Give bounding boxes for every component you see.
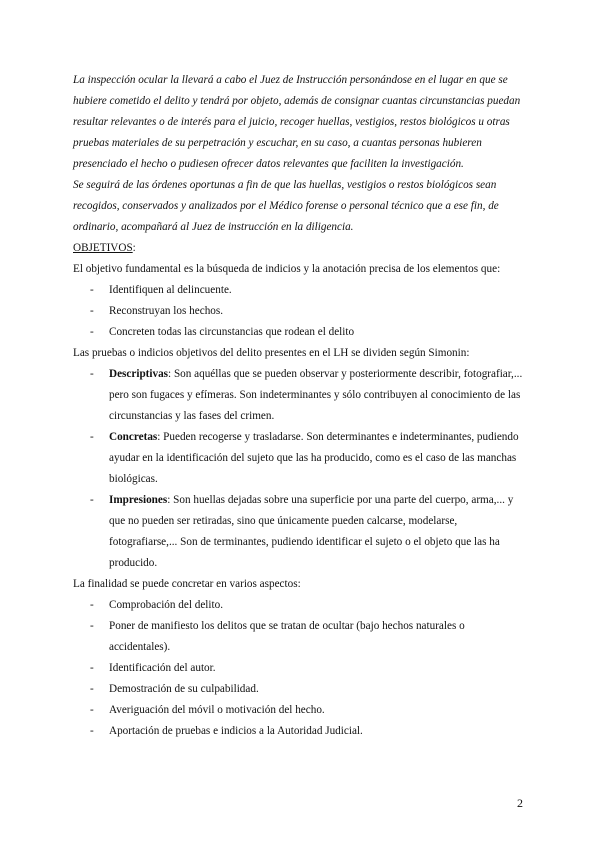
document-body [73, 70, 528, 742]
intro-paragraph-1: La inspección ocular la llevará a cabo el Juez de Instrucción personándose en el lugar en que se hubiere cometido el delito y tendrá por objeto, además de consignar cuantas circunstancias puedan resultar relevantes o de interés para el juicio, recoger huellas, vestigios, restos biológicos u otras pruebas materiales de su perpetración y escuchar, en su caso, a cuantas personas hubieren presenciado el hecho o pudiesen ofrecer datos relevantes que faciliten la investigación. [73, 74, 521, 170]
term-descriptivas: Descriptivas [109, 368, 169, 380]
list-item-text: : Son aquéllas que se pueden observar y posteriormente describir, fotografiar,... pero son fugaces y efímeras. Son indeterminantes y sólo contribuyen al conocimiento de las circunstancias y las fases del crimen. [109, 368, 523, 422]
term-impresiones: Impresiones [109, 494, 168, 506]
list-item-text: Comprobación del delito. [109, 599, 224, 611]
term-concretas: Concretas [109, 431, 158, 443]
list-item [73, 658, 528, 679]
list-item [73, 322, 528, 343]
list-item-text: Identifiquen al delincuente. [109, 284, 232, 296]
list-item [73, 721, 528, 742]
list-item-text: : Pueden recogerse y trasladarse. Son determinantes e indeterminantes, pudiendo ayudar en la identificación del sujeto que las ha producido, como es el caso de las manchas biológicas. [109, 431, 519, 485]
list-item-text: Poner de manifiesto los delitos que se tratan de ocultar (bajo hechos naturales o accidentales). [109, 620, 465, 653]
dash-bullet: - [90, 431, 94, 443]
list-item-text: Identificación del autor. [109, 662, 216, 674]
dash-bullet: - [90, 368, 94, 380]
list-item-text: Reconstruyan los hechos. [109, 305, 224, 317]
dash-bullet: - [90, 494, 94, 506]
dash-bullet: - [90, 305, 94, 317]
dash-bullet: - [90, 683, 94, 695]
list-item [73, 700, 528, 721]
dash-bullet: - [90, 725, 94, 737]
list-item-text: Aportación de pruebas e indicios a la Autoridad Judicial. [109, 725, 363, 737]
objetivos-intro: El objetivo fundamental es la búsqueda de indicios y la anotación precisa de los elementos que: [73, 263, 501, 275]
list-item [73, 364, 528, 427]
page-number: 2 [517, 796, 523, 810]
list-item [73, 595, 528, 616]
objetivos-heading: OBJETIVOS [73, 242, 133, 254]
intro-paragraph-2: Se seguirá de las órdenes oportunas a fin de que las huellas, vestigios o restos biológicos sean recogidos, conservados y analizados por el Médico forense o personal técnico que a ese fin, de ordinario, acompañará al Juez de instrucción en la diligencia. [73, 179, 499, 233]
objetivos-heading-colon: : [132, 242, 136, 254]
objetivos-heading-line [73, 238, 528, 259]
list-item-text: Demostración de su culpabilidad. [109, 683, 259, 695]
list-item [73, 427, 528, 490]
finalidad-list [73, 595, 528, 742]
list-item [73, 280, 528, 301]
list-item-text: : Son huellas dejadas sobre una superficie por una parte del cuerpo, arma,... y que no pueden ser retiradas, sino que únicamente pueden calcarse, modelarse, fotografiarse,... Son de terminantes, pudiendo identificar el sujeto o el objeto que las ha producido. [109, 494, 514, 569]
dash-bullet: - [90, 662, 94, 674]
list-item [73, 679, 528, 700]
list-item [73, 301, 528, 322]
pruebas-intro: Las pruebas o indicios objetivos del delito presentes en el LH se dividen según Simonin: [73, 347, 470, 359]
pruebas-list [73, 364, 528, 574]
list-item [73, 490, 528, 574]
dash-bullet: - [90, 704, 94, 716]
dash-bullet: - [90, 284, 94, 296]
dash-bullet: - [90, 599, 94, 611]
dash-bullet: - [90, 620, 94, 632]
list-item-text: Averiguación del móvil o motivación del hecho. [109, 704, 325, 716]
finalidad-intro: La finalidad se puede concretar en varios aspectos: [73, 578, 301, 590]
objetivos-list [73, 280, 528, 343]
list-item [73, 616, 528, 658]
list-item-text: Concreten todas las circunstancias que rodean el delito [109, 326, 355, 338]
dash-bullet: - [90, 326, 94, 338]
